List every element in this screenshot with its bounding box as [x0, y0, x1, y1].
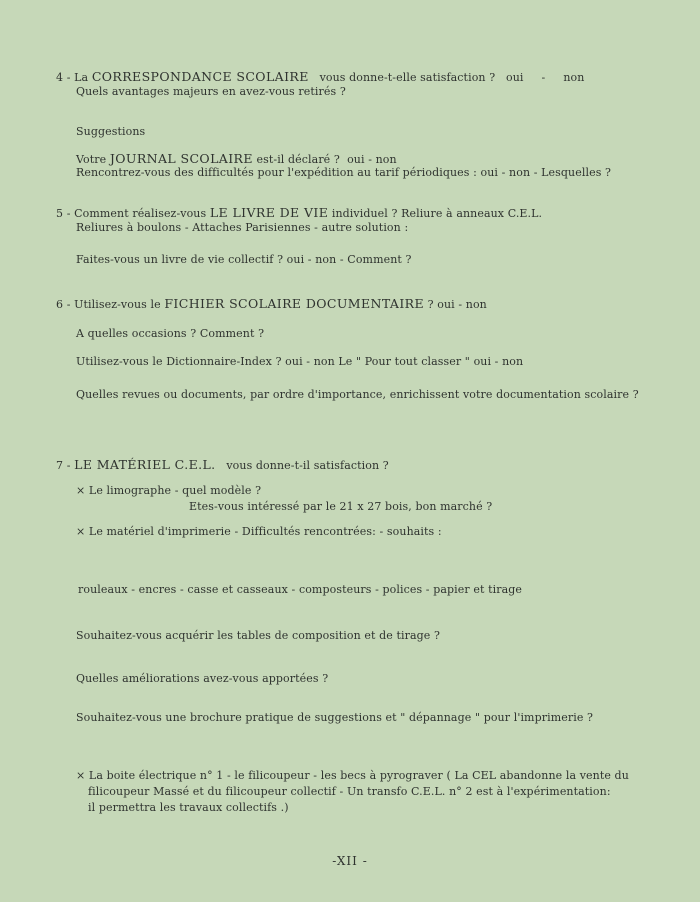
q5-reliures: Reliures à boulons - Attaches Parisiennes - autre solution : [76, 221, 409, 234]
q7-materials-list: rouleaux - encres - casse et casseaux - composteurs - polices - papier et tirage [78, 583, 522, 596]
q5-number: 5 - [56, 207, 71, 220]
q5-question: individuel ? Reliure à anneaux C.E.L. [331, 207, 543, 220]
q5-heading: LE LIVRE DE VIE [209, 205, 329, 220]
q7-boite-line-1: × La boite électrique n° 1 - le filicoupeur - les becs à pyrograver ( La CEL abandonne la vente du [76, 769, 629, 782]
q7-boite-line-2: filicoupeur Massé et du filicoupeur collectif - Un transfo C.E.L. n° 2 est à l'expérimentation: [88, 785, 611, 798]
q4-journal-line [76, 152, 397, 167]
q7-imprimerie: × Le matériel d'imprimerie - Difficultés rencontrées: - souhaits : [76, 525, 442, 538]
q5-collectif: Faites-vous un livre de vie collectif ? oui - non - Comment ? [76, 253, 412, 266]
q4-heading: CORRESPONDANCE SCOLAIRE [91, 69, 309, 84]
q6-occasions: A quelles occasions ? Comment ? [76, 327, 265, 340]
page-number: -XII - [332, 854, 368, 868]
q4-journal-prefix: Votre [76, 153, 107, 166]
q4-number: 4 - [56, 71, 71, 84]
q4-question: vous donne-t-elle satisfaction ? [319, 71, 496, 84]
q6-title-prefix: Utilisez-vous le [74, 298, 161, 311]
q4-dash: - [541, 71, 546, 84]
q6-revues: Quelles revues ou documents, par ordre d'importance, enrichissent votre documentation scolaire ? [76, 388, 639, 401]
q6-question: ? oui - non [427, 298, 487, 311]
q5-title-prefix: Comment réalisez-vous [74, 207, 207, 220]
q6-number: 6 - [56, 298, 71, 311]
q4-journal-heading: JOURNAL SCOLAIRE [109, 151, 253, 166]
q7-limographe-bois: Etes-vous intéressé par le 21 x 27 bois, bon marché ? [189, 500, 493, 513]
q7-limographe: × Le limographe - quel modèle ? [76, 484, 262, 497]
q4-journal-answers: oui - non [347, 153, 397, 166]
q7-boite-line-3: il permettra les travaux collectifs .) [88, 801, 289, 814]
q7-ameliorations: Quelles améliorations avez-vous apportées ? [76, 672, 329, 685]
q4-suggestions: Suggestions [76, 125, 146, 138]
q4-expedition: Rencontrez-vous des difficultés pour l'expédition au tarif périodiques : oui - non - Lesquelles ? [76, 166, 612, 179]
q4-title-line [56, 70, 584, 85]
q4-yes: oui [506, 71, 524, 84]
q6-dictionnaire: Utilisez-vous le Dictionnaire-Index ? oui - non Le " Pour tout classer " oui - non [76, 355, 524, 368]
q4-no: non [563, 71, 585, 84]
q4-title-prefix: La [74, 71, 89, 84]
q7-number: 7 - [56, 459, 71, 472]
q4-journal-question: est-il déclaré ? [256, 153, 340, 166]
q7-title-line [56, 458, 389, 473]
q6-title-line [56, 297, 487, 312]
q6-heading: FICHIER SCOLAIRE DOCUMENTAIRE [164, 296, 425, 311]
q7-brochure: Souhaitez-vous une brochure pratique de suggestions et " dépannage " pour l'imprimerie ? [76, 711, 594, 724]
q7-heading: LE MATÉRIEL C.E.L. [74, 457, 216, 472]
q7-question: vous donne-t-il satisfaction ? [226, 459, 389, 472]
q4-advantages: Quels avantages majeurs en avez-vous retirés ? [76, 85, 346, 98]
q5-title-line [56, 206, 542, 221]
q7-tables: Souhaitez-vous acquérir les tables de composition et de tirage ? [76, 629, 440, 642]
